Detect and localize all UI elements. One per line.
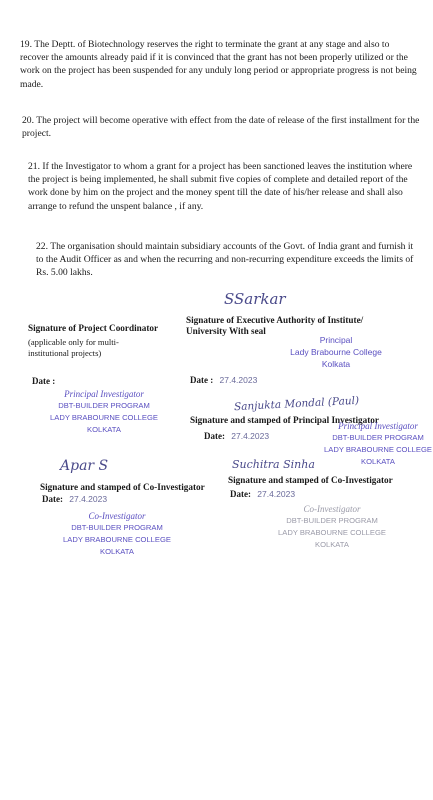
pi-signature: Sanjukta Mondal (Paul) xyxy=(233,394,360,414)
coi1-date xyxy=(42,494,107,504)
coi2-stamp-line-1: Co-Investigator xyxy=(303,504,361,514)
pi-stamp-line-1: Principal Investigator xyxy=(338,421,418,431)
clause-19-text: The Deptt. of Biotechnology reserves the right to terminate the grant at any stage and also to recover the amounts already paid if it is convinced that the grant has not been properly utilized or the work on the project has been suspended for any unduly long period or appropriate progress is not being made. xyxy=(20,39,417,90)
pi-signature-title: Signature and stamped of Principal Investigator xyxy=(190,415,379,425)
executive-date-label: Date : xyxy=(190,375,214,385)
clause-22 xyxy=(36,240,422,280)
coi2-stamp-line-4: KOLKATA xyxy=(315,540,349,549)
coi2-date-label: Date: xyxy=(230,489,251,499)
coi1-date-label: Date: xyxy=(42,494,63,504)
executive-date xyxy=(190,375,257,385)
coi1-signature: Apar S xyxy=(60,458,109,474)
pi-stamp-line-4: KOLKATA xyxy=(361,457,395,466)
coi2-stamp-line-3: LADY BRABOURNE COLLEGE xyxy=(278,528,386,537)
executive-stamp-line-2: Lady Brabourne College xyxy=(290,347,382,357)
coi2-signature-title: Signature and stamped of Co-Investigator xyxy=(228,475,393,485)
coordinator-signature-title: Signature of Project Coordinator xyxy=(28,323,159,333)
clause-20-number: 20. xyxy=(22,115,34,126)
clause-20-text: The project will become operative with effect from the date of release of the first installment for the project. xyxy=(22,115,420,140)
executive-signature: SSarkar xyxy=(224,290,286,308)
coi1-stamp-line-4: KOLKATA xyxy=(100,547,134,556)
pi-stamp-left-line-3: LADY BRABOURNE COLLEGE xyxy=(50,413,158,422)
coi2-stamp xyxy=(272,503,392,551)
coi2-stamp-line-2: DBT-BUILDER PROGRAM xyxy=(286,516,378,525)
clause-22-text: The organisation should maintain subsidiary accounts of the Govt. of India grant and furnish it to the Audit Officer as and when the recurring and non-recurring expenditure exceeds the limits of Rs. 5.00 lakhs. xyxy=(36,241,414,279)
clause-21-text: If the Investigator to whom a grant for a project has been sanctioned leaves the institution where the project is being implemented, he shall submit five copies of complete and detailed report of the work done by him on the project and the money spent till the date of his/her release and shall also arrange to refund the unspent balance , if any. xyxy=(28,161,413,212)
pi-stamp-left-line-1: Principal Investigator xyxy=(64,389,144,399)
coi2-date xyxy=(230,489,295,499)
pi-date-label: Date: xyxy=(204,431,225,441)
clause-21 xyxy=(28,160,422,213)
executive-stamp-line-1: Principal xyxy=(319,335,353,345)
coi1-stamp-line-3: LADY BRABOURNE COLLEGE xyxy=(63,535,171,544)
coordinator-date-label: Date : xyxy=(32,376,56,386)
coi2-signature: Suchitra Sinha xyxy=(232,458,315,471)
executive-signature-title: Signature of Executive Authority of Institute/ University With seal xyxy=(186,315,364,336)
pi-date-value: 27.4.2023 xyxy=(231,431,270,441)
clause-22-number: 22. xyxy=(36,241,48,252)
pi-stamp-left-line-4: KOLKATA xyxy=(87,425,121,434)
pi-stamp-line-2: DBT-BUILDER PROGRAM xyxy=(332,433,424,442)
pi-stamp-left-line-2: DBT-BUILDER PROGRAM xyxy=(58,401,150,410)
clause-20 xyxy=(22,114,420,140)
coi2-date-value: 27.4.2023 xyxy=(257,489,296,499)
pi-stamp-left xyxy=(48,388,160,436)
coi1-stamp xyxy=(58,510,176,558)
clause-21-number: 21. xyxy=(28,161,40,172)
coi1-signature-title: Signature and stamped of Co-Investigator xyxy=(40,482,205,492)
coi1-stamp-line-2: DBT-BUILDER PROGRAM xyxy=(71,523,163,532)
pi-date xyxy=(204,431,269,441)
executive-date-value: 27.4.2023 xyxy=(219,375,258,385)
coi1-date-value: 27.4.2023 xyxy=(69,494,108,504)
coi1-stamp-line-1: Co-Investigator xyxy=(88,511,146,521)
executive-stamp-line-3: Kolkata xyxy=(321,359,351,369)
clause-19-number: 19. xyxy=(20,39,32,50)
pi-stamp-line-3: LADY BRABOURNE COLLEGE xyxy=(324,445,432,454)
executive-seal-stamp xyxy=(276,334,396,370)
clause-19 xyxy=(20,38,420,91)
pi-stamp xyxy=(322,420,433,468)
coordinator-note: (applicable only for multi-institutional projects) xyxy=(28,337,119,358)
